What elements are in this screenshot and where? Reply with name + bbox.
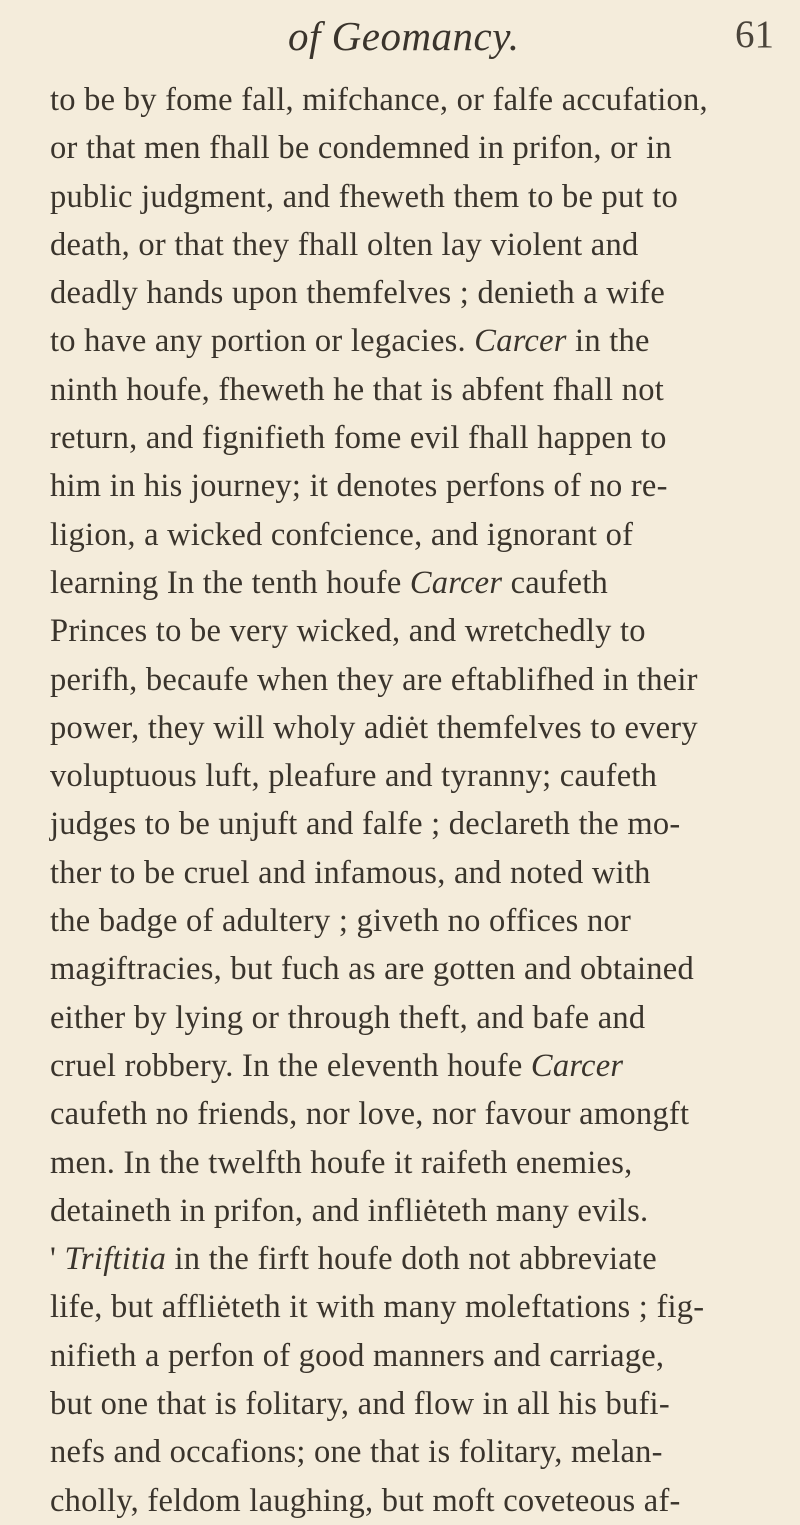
- text-line: [50, 607, 780, 655]
- text-line: [50, 1283, 780, 1331]
- page-number: 61: [735, 13, 774, 56]
- text-segment: learning In the tenth houfe: [50, 564, 410, 601]
- text-segment: return, and fignifieth fome evil fhall happen to: [50, 420, 667, 457]
- text-line: [50, 414, 780, 462]
- text-segment: ': [50, 1241, 65, 1278]
- running-title: of Geomancy.: [288, 13, 520, 59]
- text-line: [50, 559, 780, 607]
- text-segment: cholly, feldom laughing, but moft coveteous af-: [50, 1482, 681, 1519]
- text-line: [50, 994, 780, 1042]
- text-line: [50, 1428, 780, 1476]
- text-segment: power, they will wholy adiėt themfelves to every: [50, 709, 698, 746]
- text-line: [50, 849, 780, 897]
- text-line: [50, 173, 780, 221]
- text-segment: to have any portion or legacies.: [50, 323, 475, 360]
- text-segment: caufeth no friends, nor love, nor favour amongft: [50, 1096, 690, 1133]
- italic-term: Carcer: [409, 564, 503, 601]
- text-line: [50, 656, 780, 704]
- text-segment: in the firft houfe doth not abbreviate: [166, 1241, 657, 1278]
- text-line: [50, 704, 780, 752]
- text-line: [50, 945, 780, 993]
- text-segment: voluptuous luft, pleafure and tyranny; caufeth: [50, 758, 658, 795]
- text-segment: either by lying or through theft, and bafe and: [50, 999, 646, 1036]
- text-line: [50, 1380, 780, 1428]
- text-segment: perifh, becaufe when they are eftablifhed in their: [50, 661, 698, 698]
- text-line: [50, 462, 780, 510]
- text-segment: life, but affliėteth it with many moleftations ; fig-: [50, 1289, 705, 1326]
- text-segment: cruel robbery. In the eleventh houfe: [50, 1047, 531, 1084]
- text-segment: in the: [566, 323, 650, 360]
- text-segment: nefs and occafions; one that is folitary, melan-: [50, 1434, 663, 1471]
- text-segment: to be by fome fall, mifchance, or falfe accufation,: [50, 82, 708, 118]
- text-line: [50, 1477, 780, 1525]
- text-line: [50, 317, 780, 365]
- text-segment: men. In the twelfth houfe it raifeth enemies,: [50, 1144, 633, 1181]
- text-segment: deadly hands upon themfelves ; denieth a wife: [50, 275, 666, 312]
- text-segment: nifieth a perfon of good manners and carriage,: [50, 1337, 665, 1374]
- page-header: [0, 10, 800, 66]
- text-segment: or that men fhall be condemned in prifon, or in: [50, 130, 672, 167]
- text-line: [50, 269, 780, 317]
- text-line: [50, 1332, 780, 1380]
- text-segment: him in his journey; it denotes perfons of no re-: [50, 468, 668, 505]
- text-segment: caufeth: [502, 564, 609, 601]
- text-line: [50, 76, 780, 124]
- text-segment: public judgment, and fheweth them to be put to: [50, 178, 678, 215]
- text-segment: detaineth in prifon, and infliėteth many evils.: [50, 1192, 649, 1229]
- text-line: [50, 124, 780, 172]
- text-segment: ther to be cruel and infamous, and noted with: [50, 854, 651, 891]
- text-segment: magiftracies, but fuch as are gotten and obtained: [50, 951, 694, 988]
- text-segment: judges to be unjuft and falfe ; declareth the mo-: [50, 806, 681, 843]
- italic-term: Triftitia: [64, 1241, 167, 1278]
- body-text: [50, 76, 780, 1525]
- italic-term: Carcer: [474, 323, 567, 360]
- text-segment: death, or that they fhall olten lay violent and: [50, 226, 639, 263]
- text-segment: but one that is folitary, and flow in all his bufi-: [50, 1386, 670, 1423]
- text-line: [50, 366, 780, 414]
- text-line: [50, 800, 780, 848]
- text-line: [50, 897, 780, 945]
- text-line: [50, 1042, 780, 1090]
- italic-term: Carcer: [530, 1047, 624, 1084]
- text-segment: Princes to be very wicked, and wretchedly to: [50, 613, 646, 650]
- text-line: [50, 1187, 780, 1235]
- text-segment: ligion, a wicked confcience, and ignorant of: [50, 516, 634, 553]
- text-line: [50, 221, 780, 269]
- text-line: [50, 511, 780, 559]
- text-line: [50, 752, 780, 800]
- text-line: [50, 1139, 780, 1187]
- text-segment: ninth houfe, fheweth he that is abfent fhall not: [50, 371, 664, 408]
- text-segment: the badge of adultery ; giveth no offices nor: [50, 903, 632, 940]
- text-line: [50, 1090, 780, 1138]
- text-line: [50, 1235, 780, 1283]
